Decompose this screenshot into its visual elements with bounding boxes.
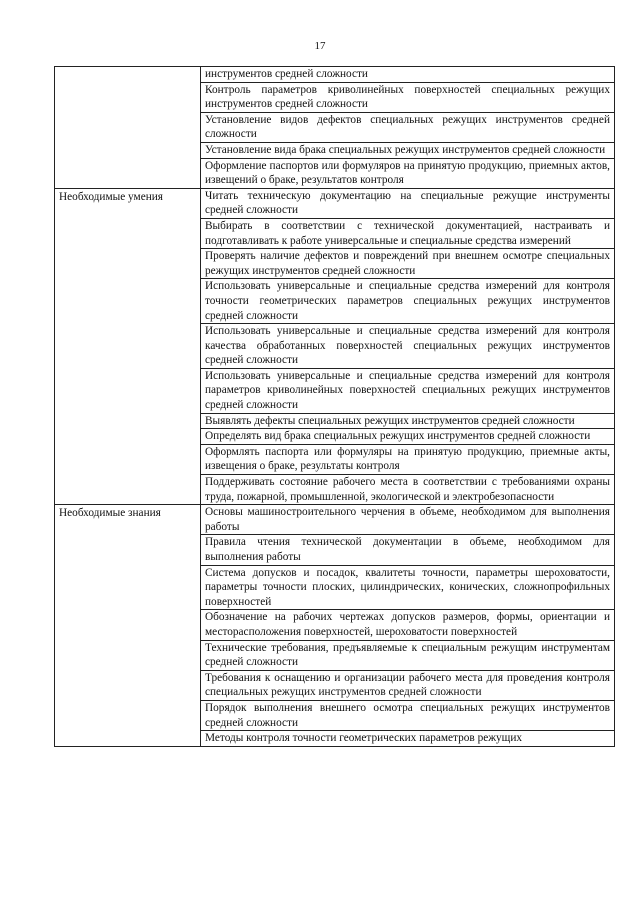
table-cell: Правила чтения технической документации в объеме, необходимом для выполнения работы <box>201 535 615 565</box>
table-cell: Читать техническую документацию на специальные режущие инструменты средней сложности <box>201 188 615 218</box>
section-label-cell <box>55 188 201 504</box>
table-cell: Система допусков и посадок, квалитеты точности, параметры шероховатости, параметры точности плоских, цилиндрических, конических, сложнопрофильных поверхностей <box>201 565 615 610</box>
table-cell: Использовать универсальные и специальные средства измерений для контроля качества обработанных поверхностей специальных режущих инструментов средней сложности <box>201 324 615 369</box>
table-cell: Использовать универсальные и специальные средства измерений для контроля точности геометрических параметров специальных режущих инструментов средней сложности <box>201 279 615 324</box>
table-cell: Обозначение на рабочих чертежах допусков размеров, формы, ориентации и месторасположения поверхностей, шероховатости поверхностей <box>201 610 615 640</box>
table-cell: Порядок выполнения внешнего осмотра специальных режущих инструментов средней сложности <box>201 700 615 730</box>
section-label-cell <box>55 505 201 747</box>
section-label <box>59 67 196 68</box>
table-cell: Определять вид брака специальных режущих инструментов средней сложности <box>201 429 615 445</box>
table-row <box>55 67 615 83</box>
table-cell: Технические требования, предъявляемые к специальным режущим инструментам средней сложности <box>201 640 615 670</box>
table-cell: Методы контроля точности геометрических параметров режущих <box>201 731 615 747</box>
table-cell: Основы машиностроительного черчения в объеме, необходимом для выполнения работы <box>201 505 615 535</box>
table-row <box>55 188 615 218</box>
table-cell: Выявлять дефекты специальных режущих инструментов средней сложности <box>201 413 615 429</box>
table-cell: Установление видов дефектов специальных режущих инструментов средней сложности <box>201 112 615 142</box>
table-cell: Проверять наличие дефектов и повреждений при внешнем осмотре специальных режущих инструментов средней сложности <box>201 249 615 279</box>
table-cell: Поддерживать состояние рабочего места в соответствии с требованиями охраны труда, пожарной, промышленной, экологической и электробезопасности <box>201 475 615 505</box>
table-cell: Выбирать в соответствии с технической документацией, настраивать и подготавливать к работе универсальные и специальные средства измерений <box>201 218 615 248</box>
table-cell: Установление вида брака специальных режущих инструментов средней сложности <box>201 142 615 158</box>
section-label-skills: Необходимые умения <box>59 190 163 203</box>
section-label-knowledge: Необходимые знания <box>59 507 161 520</box>
table-cell: Использовать универсальные и специальные средства измерений для контроля параметров криволинейных поверхностей специальных режущих инструментов средней сложности <box>201 368 615 413</box>
table-cell: Оформлять паспорта или формуляры на принятую продукцию, приемные акты, извещения о браке, результаты контроля <box>201 444 615 474</box>
table-cell: инструментов средней сложности <box>201 67 615 83</box>
table-cell: Оформление паспортов или формуляров на принятую продукцию, приемных актов, извещений о браке, результатов контроля <box>201 158 615 188</box>
table-cell: Контроль параметров криволинейных поверхностей специальных режущих инструментов средней сложности <box>201 82 615 112</box>
competency-table <box>54 66 615 747</box>
table-row <box>55 505 615 535</box>
table-cell: Требования к оснащению и организации рабочего места для проведения контроля специальных режущих инструментов средней сложности <box>201 670 615 700</box>
page-number: 17 <box>314 40 326 52</box>
section-label-cell <box>55 67 201 189</box>
